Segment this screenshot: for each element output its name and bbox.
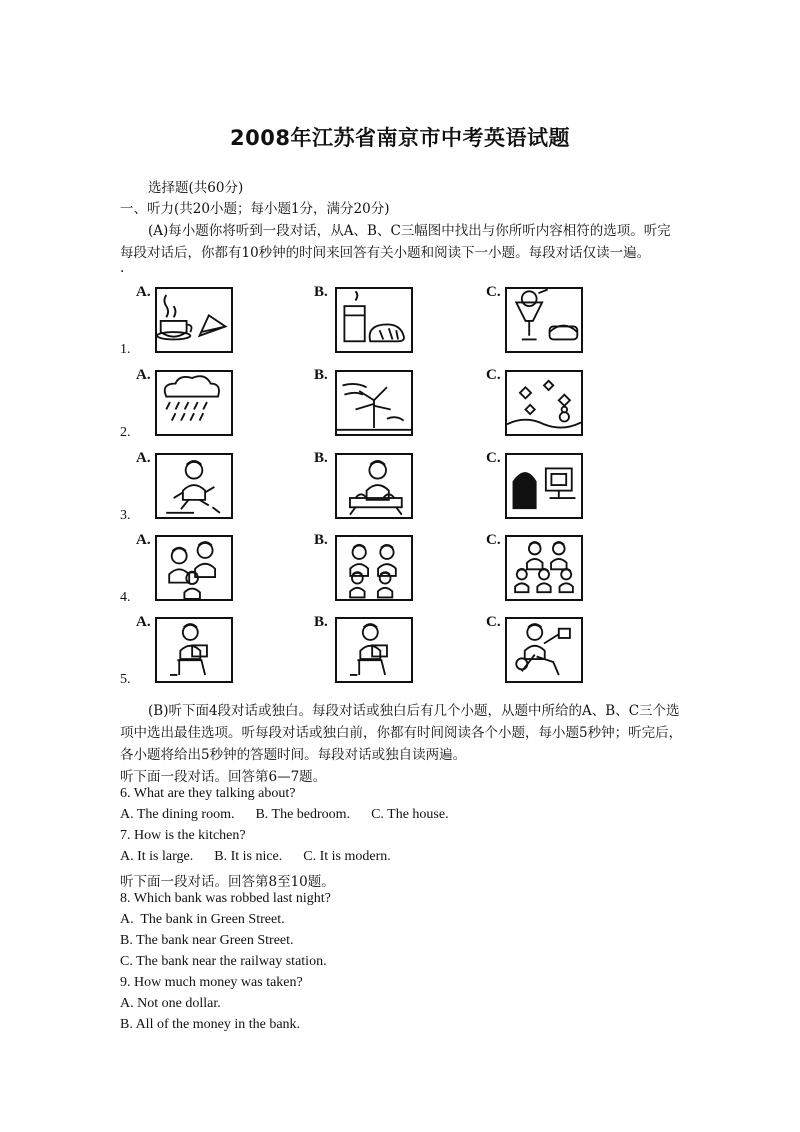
option-label: C. [486,367,501,383]
picture-question-number: 2. [120,425,131,440]
dialog2-intro: 听下面一段对话。回答第8至10题。 [120,874,335,890]
icecream-cake-icon[interactable] [505,287,583,353]
partA-instruction-1: (A)每小题你将听到一段对话，从A、B、C三幅图中找出与你所听内容相符的选项。听完 [148,223,671,239]
computer-boy-icon[interactable] [505,453,583,519]
picture-question-number: 4. [120,590,131,605]
family-five-icon[interactable] [505,535,583,601]
option-label: C. [486,284,501,300]
family-three-icon[interactable] [155,535,233,601]
partA-instruction-2: 每段对话后，你都有10秒钟的时间来回答有关小题和阅读下一小题。每段对话仅读一遍。 [120,245,651,261]
question-7: 7. How is the kitchen? [120,828,246,843]
option-label: A. [136,367,151,383]
wind-icon[interactable] [335,370,413,436]
question-8-option-b: B. The bank near Green Street. [120,933,294,948]
page-title: 2008年江苏省南京市中考英语试题 [230,126,570,150]
jumping-boy-icon[interactable] [155,453,233,519]
reading-boy-icon[interactable] [335,617,413,683]
question-6-options: A. The dining room. B. The bedroom. C. The house. [120,807,449,822]
option-label: C. [486,614,501,630]
running-boy-icon[interactable] [505,617,583,683]
partB-instruction-3: 各小题将给出5秒钟的答题时间。每段对话或独自读两遍。 [120,747,467,763]
option-label: A. [136,450,151,466]
rain-icon[interactable] [155,370,233,436]
picture-question-number: 1. [120,342,131,357]
option-label: B. [314,450,328,466]
question-9: 9. How much money was taken? [120,975,303,990]
question-6: 6. What are they talking about? [120,786,296,801]
cooking-man-icon[interactable] [335,453,413,519]
question-7-options: A. It is large. B. It is nice. C. It is modern. [120,849,391,864]
option-label: B. [314,367,328,383]
option-label: A. [136,614,151,630]
partB-instruction-1: (B)听下面4段对话或独白。每段对话或独白后有几个小题，从题中所给的A、B、C三个选 [148,703,680,719]
section-choice: 选择题(共60分) [148,180,244,196]
family-four-icon[interactable] [335,535,413,601]
option-label: B. [314,614,328,630]
dialog1-intro: 听下面一段对话。回答第6—7题。 [120,769,327,785]
coffee-sandwich-icon[interactable] [155,287,233,353]
milk-bread-icon[interactable] [335,287,413,353]
option-label: A. [136,532,151,548]
option-label: C. [486,450,501,466]
picture-question-number: 3. [120,508,131,523]
question-9-option-a: A. Not one dollar. [120,996,221,1011]
option-label: B. [314,532,328,548]
partB-instruction-2: 项中选出最佳选项。听每段对话或独白前，你都有时间阅读各个小题，每小题5秒钟；听完后， [120,725,683,741]
option-label: C. [486,532,501,548]
option-label: A. [136,284,151,300]
question-9-option-b: B. All of the money in the bank. [120,1017,301,1032]
question-8-option-a: A. The bank in Green Street. [120,912,285,927]
question-8-option-c: C. The bank near the railway station. [120,954,327,969]
stray-dot: . [120,260,125,276]
part1-heading: 一、听力(共20小题；每小题1分，满分20分) [120,201,390,217]
picture-question-number: 5. [120,672,131,687]
reading-boy-icon[interactable] [155,617,233,683]
question-8: 8. Which bank was robbed last night? [120,891,331,906]
option-label: B. [314,284,328,300]
snow-icon[interactable] [505,370,583,436]
